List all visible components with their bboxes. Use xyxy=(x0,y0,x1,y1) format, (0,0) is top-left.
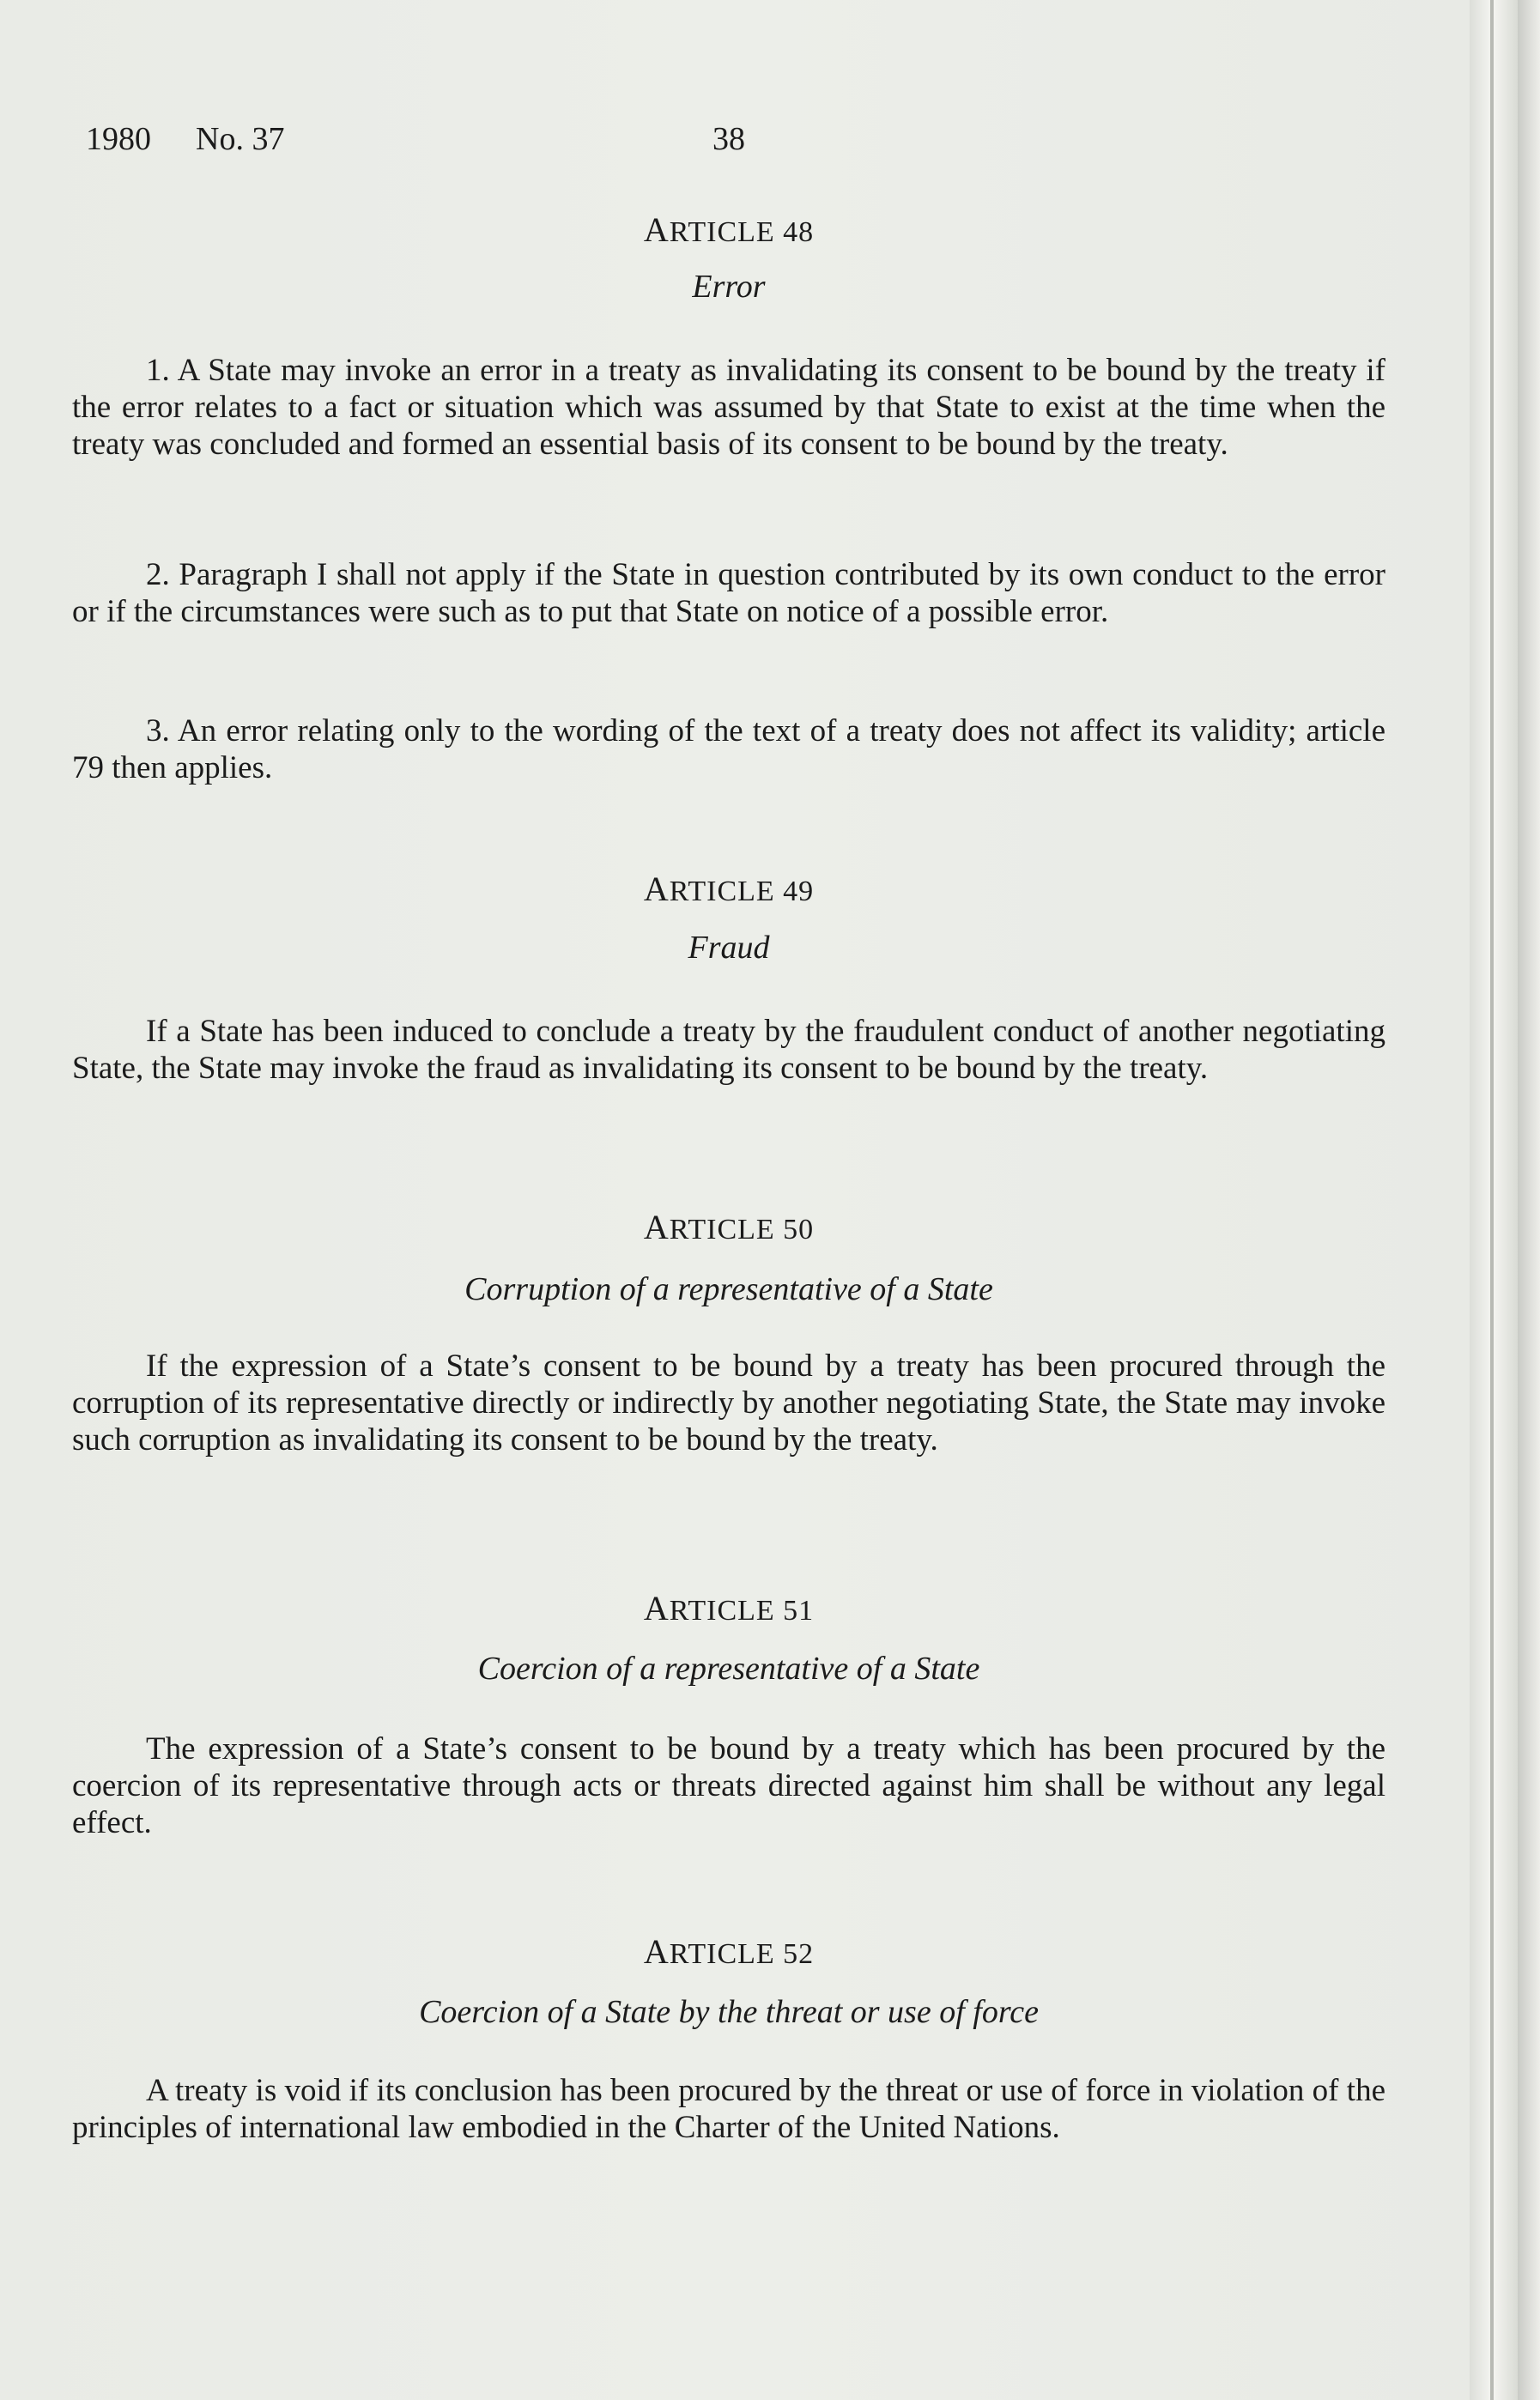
article-49-title: ARTICLE 49 xyxy=(643,870,815,908)
article-50-subtitle: Corruption of a representative of a State xyxy=(464,1271,993,1307)
page-edge xyxy=(1470,0,1490,2400)
page-number: 38 xyxy=(712,121,745,157)
header-year: 1980 xyxy=(86,121,151,157)
article-50-title: ARTICLE 50 xyxy=(643,1208,815,1246)
article-48-paragraph-1: 1. A State may invoke an error in a treaty as invalidating its consent to be bound by the treaty if the error relates to a fact or situation which was assumed by that State to exist at the time when the treaty was concluded and formed an essential basis of its consent to be bound by the treaty. xyxy=(72,353,1385,462)
article-49-subtitle: Fraud xyxy=(688,930,770,966)
article-51-title: ARTICLE 51 xyxy=(643,1589,815,1627)
article-49-paragraph: If a State has been induced to conclude a treaty by the fraudulent conduct of another negotiating State, the State may invoke the fraud as invalidating its consent to be bound by the treaty. xyxy=(72,1014,1385,1086)
header-number: No. 37 xyxy=(196,121,285,157)
article-50-paragraph: If the expression of a State’s consent to be bound by a treaty has been procured through the corruption of its representative directly or indirectly by another negotiating State, the State may invoke such corruption as invalidating its consent to be bound by the treaty. xyxy=(72,1348,1385,1458)
article-48-paragraph-3: 3. An error relating only to the wording of the text of a treaty does not affect its validity; article 79 then applies. xyxy=(72,713,1385,785)
binding-edge xyxy=(1518,0,1540,2400)
article-52-subtitle: Coercion of a State by the threat or use of force xyxy=(419,1994,1039,2030)
article-52-paragraph: A treaty is void if its conclusion has been procured by the threat or use of force in violation of the principles of international law embodied in the Charter of the United Nations. xyxy=(72,2073,1385,2145)
article-48-subtitle: Error xyxy=(692,269,766,305)
article-51-paragraph: The expression of a State’s consent to be bound by a treaty which has been procured by the coercion of its representative through acts or threats directed against him shall be without any legal effect. xyxy=(72,1731,1385,1840)
page-edge-stack xyxy=(1494,0,1518,2400)
article-48-paragraph-2: 2. Paragraph I shall not apply if the State in question contributed by its own conduct to the error or if the circumstances were such as to put that State on notice of a possible error. xyxy=(72,557,1385,629)
article-48-title: ARTICLE 48 xyxy=(643,210,815,249)
article-52-title: ARTICLE 52 xyxy=(643,1932,815,1971)
article-51-subtitle: Coercion of a representative of a State xyxy=(477,1651,980,1687)
